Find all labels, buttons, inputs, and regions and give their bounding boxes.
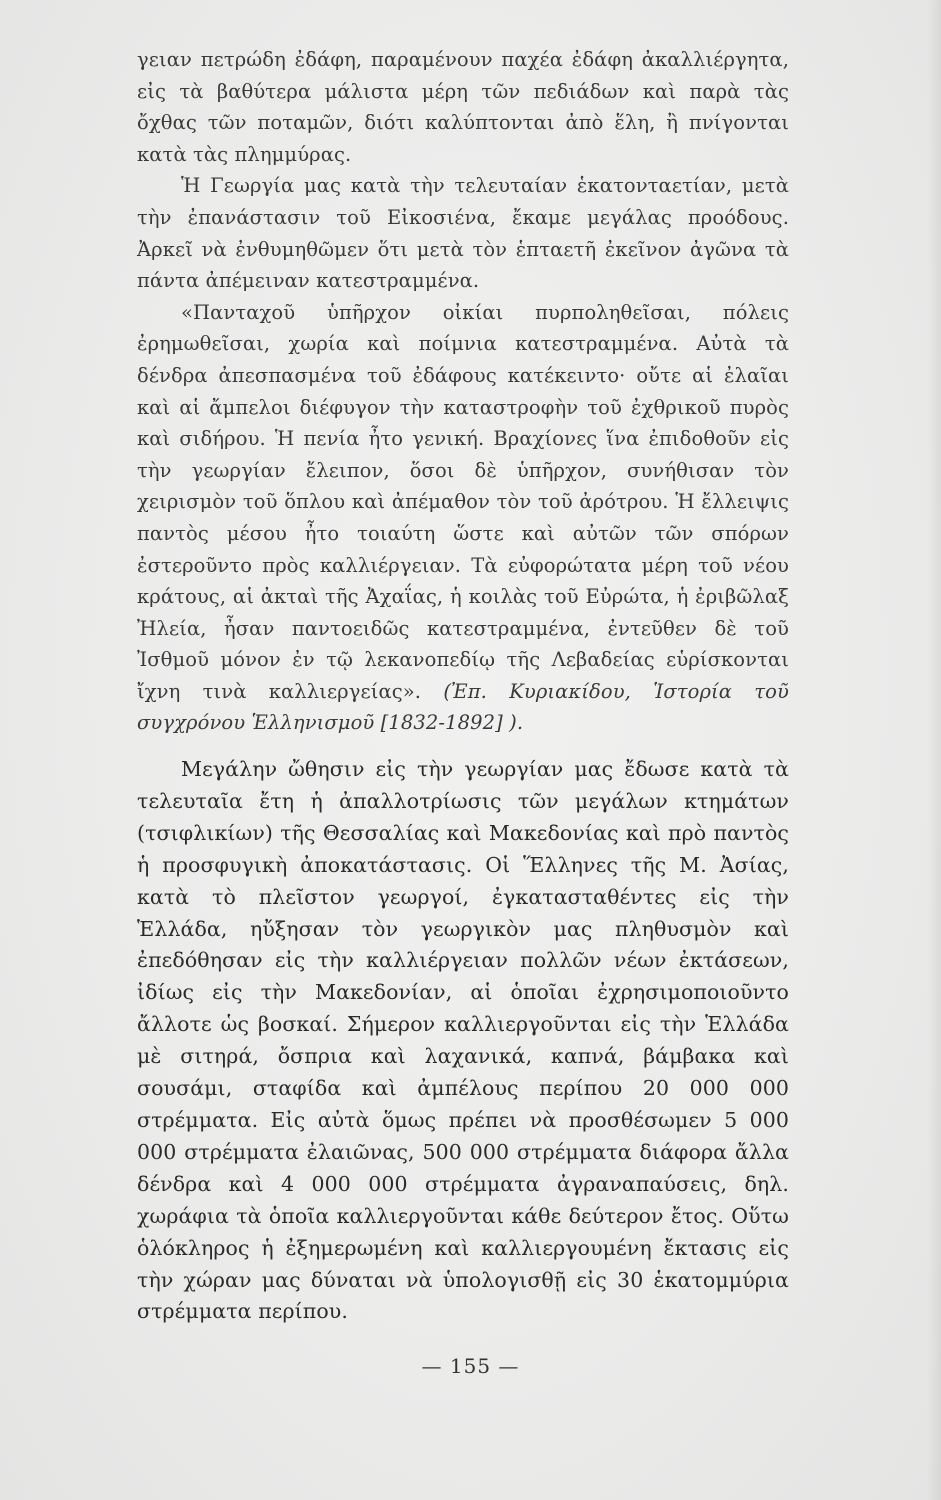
main-passage xyxy=(137,754,789,1328)
paragraph-main: Μεγάλην ὤθησιν εἰς τὴν γεωργίαν μας ἔδωσε κατὰ τὰ τελευταῖα ἔτη ἡ ἀπαλλοτρίωσις τῶν μεγάλων κτημάτων (τσιφλικίων) τῆς Θεσσαλίας καὶ Μακεδονίας καὶ πρὸ παντὸς ἡ προσφυγικὴ ἀποκατάστασις. Οἱ Ἕλληνες τῆς Μ. Ἀσίας, κατὰ τὸ πλεῖστον γεωργοί, ἐγκατασταθέντες εἰς τὴν Ἑλλάδα, ηὔξησαν τὸν γεωργικὸν μας πληθυσμὸν καὶ ἐπεδόθησαν εἰς τὴν καλλιέργειαν πολλῶν νέων ἐκτάσεων, ἰδίως εἰς τὴν Μακεδονίαν, αἱ ὁποῖαι ἐχρησιμοποιοῦντο ἄλλοτε ὡς βοσκαί. Σήμερον καλλιεργοῦνται εἰς τὴν Ἑλλάδα μὲ σιτηρά, ὄσπρια καὶ λαχανικά, καπνά, βάμβακα καὶ σουσάμι, σταφίδα καὶ ἀμπέλους περίπου 20 000 000 στρέμματα. Εἰς αὐτὰ ὅμως πρέπει νὰ προσθέσωμεν 5 000 000 στρέμματα ἐλαιῶνας, 500 000 στρέμματα διάφορα ἄλλα δένδρα καὶ 4 000 000 στρέμματα ἀγραναπαύσεις, δηλ. χωράφια τὰ ὁποῖα καλλιεργοῦνται κάθε δεύτερον ἔτος. Οὕτω ὁλόκληρος ἡ ἐξημερωμένη καὶ καλλιεργουμένη ἔκτασις εἰς τὴν χώραν μας δύναται νὰ ὑπολογισθῇ εἰς 30 ἑκατομμύρια στρέμματα περίπου. xyxy=(137,757,789,1324)
page-edge-shadow xyxy=(927,0,941,1500)
citation: (Ἐπ. Κυριακίδου, Ἱστορία τοῦ συγχρόνου Ἑλληνισμοῦ [1832-1892] ). xyxy=(137,679,789,735)
paragraph-quotation xyxy=(137,297,789,739)
quoted-passage xyxy=(137,44,789,739)
paragraph-continuation: γειαν πετρώδη ἐδάφη, παραμένουν παχέα ἐδάφη ἀκαλλιέργητα, εἰς τὰ βαθύτερα μάλιστα μέρη τῶν πεδιάδων καὶ παρὰ τὰς ὄχθας τῶν ποταμῶν, διότι καλύπτονται ἀπὸ ἕλη, ἢ πνίγονται κατὰ τὰς πλημμύρας. xyxy=(137,48,789,166)
quotation-text: «Πανταχοῦ ὑπῆρχον οἰκίαι πυρποληθεῖσαι, πόλεις ἐρημωθεῖσαι, χωρία καὶ ποίμνια κατεστραμμένα. Αὐτὰ τὰ δένδρα ἀπεσπασμένα τοῦ ἐδάφους κατέκειντο· οὔτε αἱ ἐλαῖαι καὶ αἱ ἄμπελοι διέφυγον τὴν καταστροφὴν τοῦ ἐχθρικοῦ πυρὸς καὶ σιδήρου. Ἡ πενία ἦτο γενική. Βραχίονες ἵνα ἐπιδοθοῦν εἰς τὴν γεωργίαν ἔλειπον, ὅσοι δὲ ὑπῆρχον, συνήθισαν τὸν χειρισμὸν τοῦ ὅπλου καὶ ἀπέμαθον τὸν τοῦ ἀρότρου. Ἡ ἔλλειψις παντὸς μέσου ἦτο τοιαύτη ὥστε καὶ αὐτῶν τῶν σπόρων ἐστεροῦντο πρὸς καλλιέργειαν. Τὰ εὐφορώτατα μέρη τοῦ νέου κράτους, αἱ ἀκταὶ τῆς Ἀχαΐας, ἡ κοιλὰς τοῦ Εὐρώτα, ἡ ἐριβῶλαξ Ἠλεία, ἦσαν παντοειδῶς κατεστραμμένα, ἐντεῦθεν δὲ τοῦ Ἰσθμοῦ μόνον ἐν τῷ λεκανοπεδίῳ τῆς Λεβαδείας εὑρίσκονται ἴχνη τινὰ καλλιεργείας». xyxy=(137,300,789,703)
page-number: — 155 — xyxy=(421,1354,520,1378)
paragraph-georgia: Ἡ Γεωργία μας κατὰ τὴν τελευταίαν ἑκατονταετίαν, μετὰ τὴν ἐπανάστασιν τοῦ Εἰκοσιένα, ἔκαμε μεγάλας προόδους. Ἀρκεῖ νὰ ἐνθυμηθῶμεν ὅτι μετὰ τὸν ἑπταετῆ ἐκεῖνον ἀγῶνα τὰ πάντα ἀπέμειναν κατεστραμμένα. xyxy=(137,174,789,293)
